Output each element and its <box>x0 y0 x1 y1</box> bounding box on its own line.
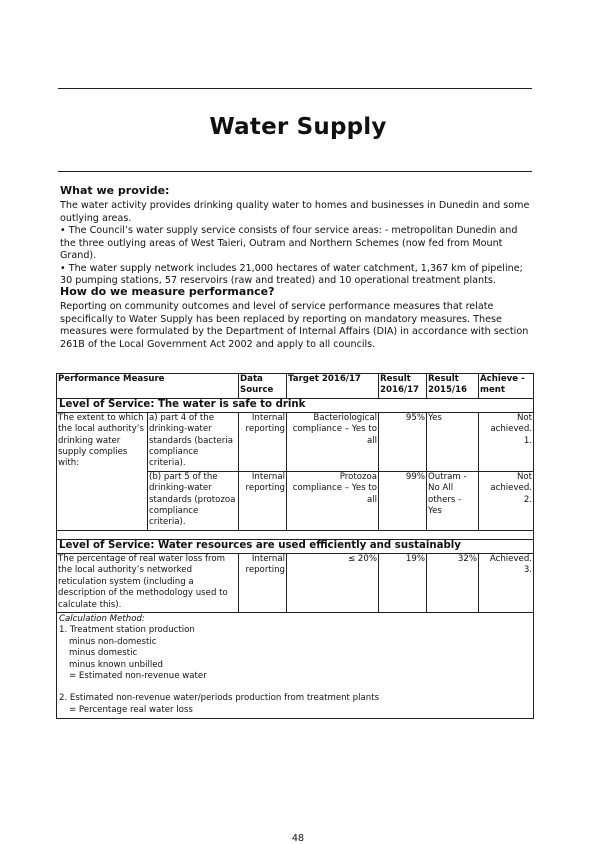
page-number: 48 <box>291 833 305 844</box>
spacer-row <box>57 530 534 539</box>
what-we-provide-section <box>60 184 532 288</box>
calc-line: = Percentage real water loss <box>69 704 193 715</box>
top-rule <box>58 88 532 89</box>
result-1516-cell: Outram - No All others - Yes <box>427 471 479 530</box>
data-source-cell: Internal reporting <box>239 412 287 471</box>
header-target: Target 2016/17 <box>287 374 379 399</box>
result-1617-cell: 95% <box>379 412 427 471</box>
sub-measure-cell: (b) part 5 of the drinking-water standards (protozoa compliance criteria). <box>148 471 239 530</box>
provide-line: The water activity provides drinking quality water to homes and businesses in Dunedin and some outlying areas. <box>60 200 530 224</box>
table-row <box>57 412 534 471</box>
what-we-provide-heading: What we provide: <box>60 184 170 197</box>
result-1516-cell: Yes <box>427 412 479 471</box>
achievement-cell: Not achieved. 2. <box>479 471 534 530</box>
achievement-cell: Achieved. 3. <box>479 553 534 612</box>
calc-line: = Estimated non-revenue water <box>69 670 207 681</box>
level-of-service-label: Level of Service: Water resources are used efficiently and sustainably <box>57 539 534 553</box>
level-of-service-label: Level of Service: The water is safe to drink <box>57 398 534 412</box>
calc-step-1: 1. Treatment station production <box>59 625 195 636</box>
result-1617-cell: 99% <box>379 471 427 530</box>
table-header-row <box>57 374 534 399</box>
target-cell: Protozoa compliance – Yes to all <box>287 471 379 530</box>
provide-line: • The Council’s water supply service consists of four service areas: - metropolitan Dunedin and the three outlying areas of West Taieri, Outram and Northern Schemes (now fed from Mount Grand). <box>60 225 518 261</box>
calc-line: minus non-domestic <box>69 636 157 647</box>
table-row <box>57 553 534 612</box>
level-of-service-row <box>57 539 534 553</box>
page-title: Water Supply <box>209 114 387 140</box>
title-rule <box>58 171 532 172</box>
target-cell: Bacteriological compliance – Yes to all <box>287 412 379 471</box>
header-measure: Performance Measure <box>57 374 239 399</box>
header-result-1617: Result 2016/17 <box>379 374 427 399</box>
data-source-cell: Internal reporting <box>239 553 287 612</box>
data-source-cell: Internal reporting <box>239 471 287 530</box>
calculation-row <box>57 612 534 718</box>
measure-heading: How do we measure performance? <box>60 285 275 298</box>
calc-line: minus known unbilled <box>69 659 164 670</box>
result-1516-cell: 32% <box>427 553 479 612</box>
header-achievement: Achieve -ment <box>479 374 534 399</box>
performance-table <box>56 373 534 719</box>
calc-step-2: 2. Estimated non-revenue water/periods production from treatment plants <box>59 693 380 704</box>
achievement-cell: Not achieved. 1. <box>479 412 534 471</box>
provide-line: • The water supply network includes 21,000 hectares of water catchment, 1,367 km of pipeline; 30 pumping stations, 57 reservoirs (raw and treated) and 10 operational treatment plants. <box>60 262 523 286</box>
calculation-method-label: Calculation Method: <box>59 613 145 624</box>
calc-line: minus domestic <box>69 648 138 659</box>
measure-cell: The extent to which the local authority’s drinking water supply complies with: <box>57 412 148 530</box>
measure-text: Reporting on community outcomes and level of service performance measures that relate specifically to Water Supply has been replaced by reporting on mandatory measures. These measures were formulated by the Department of Internal Affairs (DIA) in accordance with section 261B of the Local Government Act 2002 and apply to all councils. <box>60 301 529 350</box>
calculation-method-cell <box>57 612 534 718</box>
level-of-service-row <box>57 398 534 412</box>
sub-measure-cell: a) part 4 of the drinking-water standards (bacteria compliance criteria). <box>148 412 239 471</box>
target-cell: ≤ 20% <box>287 553 379 612</box>
header-data-source: Data Source <box>239 374 287 399</box>
measure-section <box>60 285 532 351</box>
result-1617-cell: 19% <box>379 553 427 612</box>
header-result-1516: Result 2015/16 <box>427 374 479 399</box>
measure-cell: The percentage of real water loss from the local authority’s networked reticulation system (including a description of the methodology used to calculate this). <box>57 553 239 612</box>
